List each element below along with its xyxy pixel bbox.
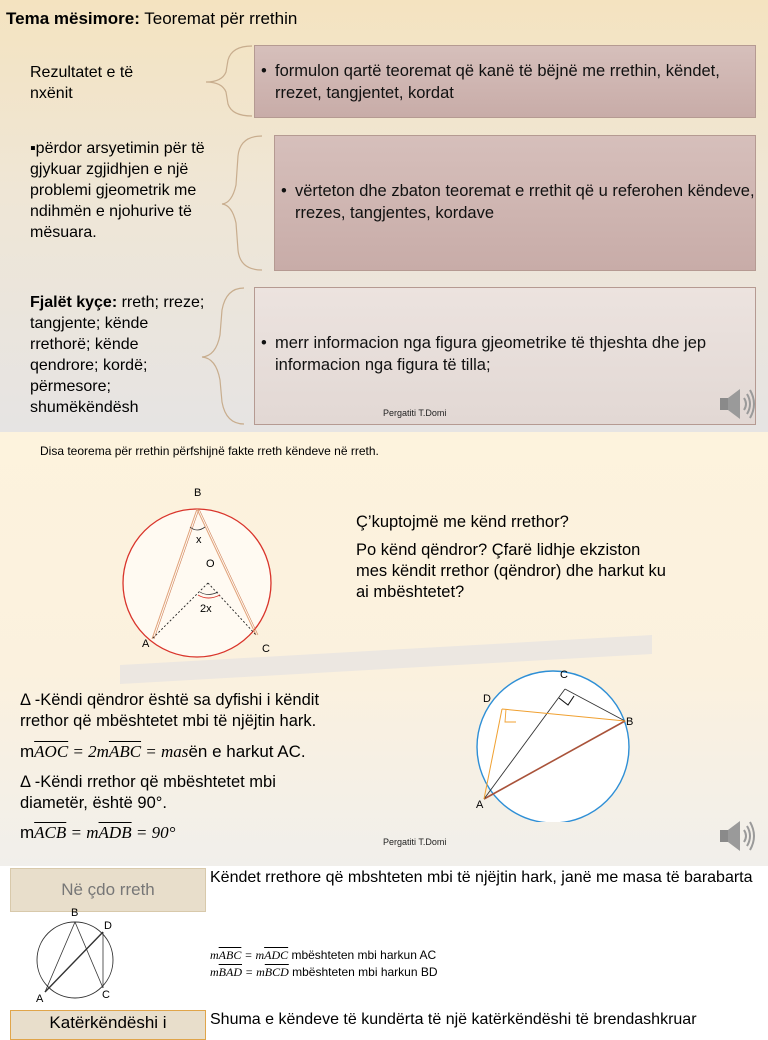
speaker-icon[interactable] — [718, 386, 758, 422]
slide-2 — [0, 432, 768, 866]
figure-central-angle — [110, 477, 300, 667]
figure-same-arc — [28, 904, 128, 1004]
author-label-2: Pergatiti T.Domi — [383, 837, 447, 847]
equation-bad-bcd: $m\overline{BAD} = m\overline{BCD}$ mbështeten mbi harkun BD — [210, 965, 438, 979]
question-1: Ç’kuptojmë me kënd rrethor? — [356, 513, 569, 531]
row3-right-text: merr informacion nga figura gjeometrike të thjeshta dhe jep informacion nga figura të tilla; — [275, 334, 707, 374]
formula-central-angle: $m\overline{AOC} = 2m\overline{ABC}$ = masën e harkut AC. — [20, 742, 306, 761]
center-o-label: O — [206, 558, 215, 570]
theorem-diameter-angle: Δ -Këndi rrethor që mbështetet mbi diametër, është 90°. — [20, 773, 276, 812]
row1-right-text: formulon qartë teoremat që kanë të bëjnë me rrethin, këndet, rrezet, tangjentet, kordat — [275, 62, 720, 102]
row2-right-text: vërteton dhe zbaton teoremat e rrethit që u referohen këndeve, rrezes, tangjentes, kordave — [295, 182, 755, 222]
point-b-label: B — [194, 487, 202, 499]
row1-left-text: Rezultatet e të nxënit — [30, 64, 134, 102]
theorem-central-angle: Δ -Këndi qëndror është sa dyfishi i këndit rrethor që mbështetet mbi të njëjtin hark. — [20, 691, 320, 730]
angle-x-label: x — [196, 534, 202, 546]
question-2: Po kënd qëndror? Çfarë lidhje ekziston mes këndit rrethor (qëndror) dhe harkut ku ai mbështetet? — [356, 541, 666, 601]
fig2-point-c: C — [560, 669, 568, 681]
fig2-point-a: A — [476, 799, 484, 811]
label-every-circle: Në çdo rreth — [10, 868, 206, 912]
row2-box: • vërteton dhe zbaton teoremat e rrethit që u referohen këndeve, rrezes, tangjentes, kordave — [274, 135, 756, 271]
point-c-label: C — [262, 643, 270, 655]
point-a-label: A — [142, 638, 150, 650]
slide-1 — [0, 0, 768, 432]
row2-left-text: ▪përdor arsyetimin për të gjykuar zgjidhjen e një problemi gjeometrik me ndihmën e njohurive të mësuara. — [30, 140, 205, 241]
fig3-point-a: A — [36, 993, 44, 1004]
figure-diameter-angle — [470, 662, 640, 822]
fig2-point-b: B — [626, 716, 634, 728]
lesson-title: Tema mësimore: Teoremat për rrethin — [6, 9, 298, 28]
formula-diameter-angle: $m\overline{ACB} = m\overline{ADB} = 90^\circ$ — [20, 823, 176, 842]
theorem-same-arc: Këndet rrethore që mbshteten mbi të njëjtin hark, janë me masa të barabarta — [210, 869, 753, 886]
keywords-text: Fjalët kyçe: rreth; rreze; tangjente; kënde rrethorë; kënde qendrore; kordë; përmesore; shumëkëndësh — [30, 294, 205, 416]
author-label: Pergatiti T.Domi — [383, 408, 447, 418]
angle-2x-label: 2x — [200, 603, 212, 615]
fig2-point-d: D — [483, 693, 491, 705]
label-inscribed-quadrilateral: Katërkëndëshi i — [10, 1010, 206, 1040]
theorem-opposite-angles: Shuma e këndeve të kundërta të një katërkëndëshi të brendashkruar — [210, 1011, 697, 1028]
fig3-point-c: C — [102, 989, 110, 1001]
fig3-point-b: B — [71, 907, 79, 919]
speaker-icon[interactable] — [718, 818, 758, 854]
row3-box: • merr informacion nga figura gjeometrike të thjeshta dhe jep informacion nga figura të tilla; — [254, 287, 756, 425]
row1-box: • formulon qartë teoremat që kanë të bëjnë me rrethin, këndet, rrezet, tangjentet, kordat — [254, 45, 756, 118]
intro-text: Disa teorema për rrethin përfshijnë fakte rreth këndeve në rreth. — [40, 444, 379, 458]
equation-abc-adc: $m\overline{ABC} = m\overline{ADC}$ mbështeten mbi harkun AC — [210, 948, 437, 962]
fig3-point-d: D — [104, 920, 112, 932]
